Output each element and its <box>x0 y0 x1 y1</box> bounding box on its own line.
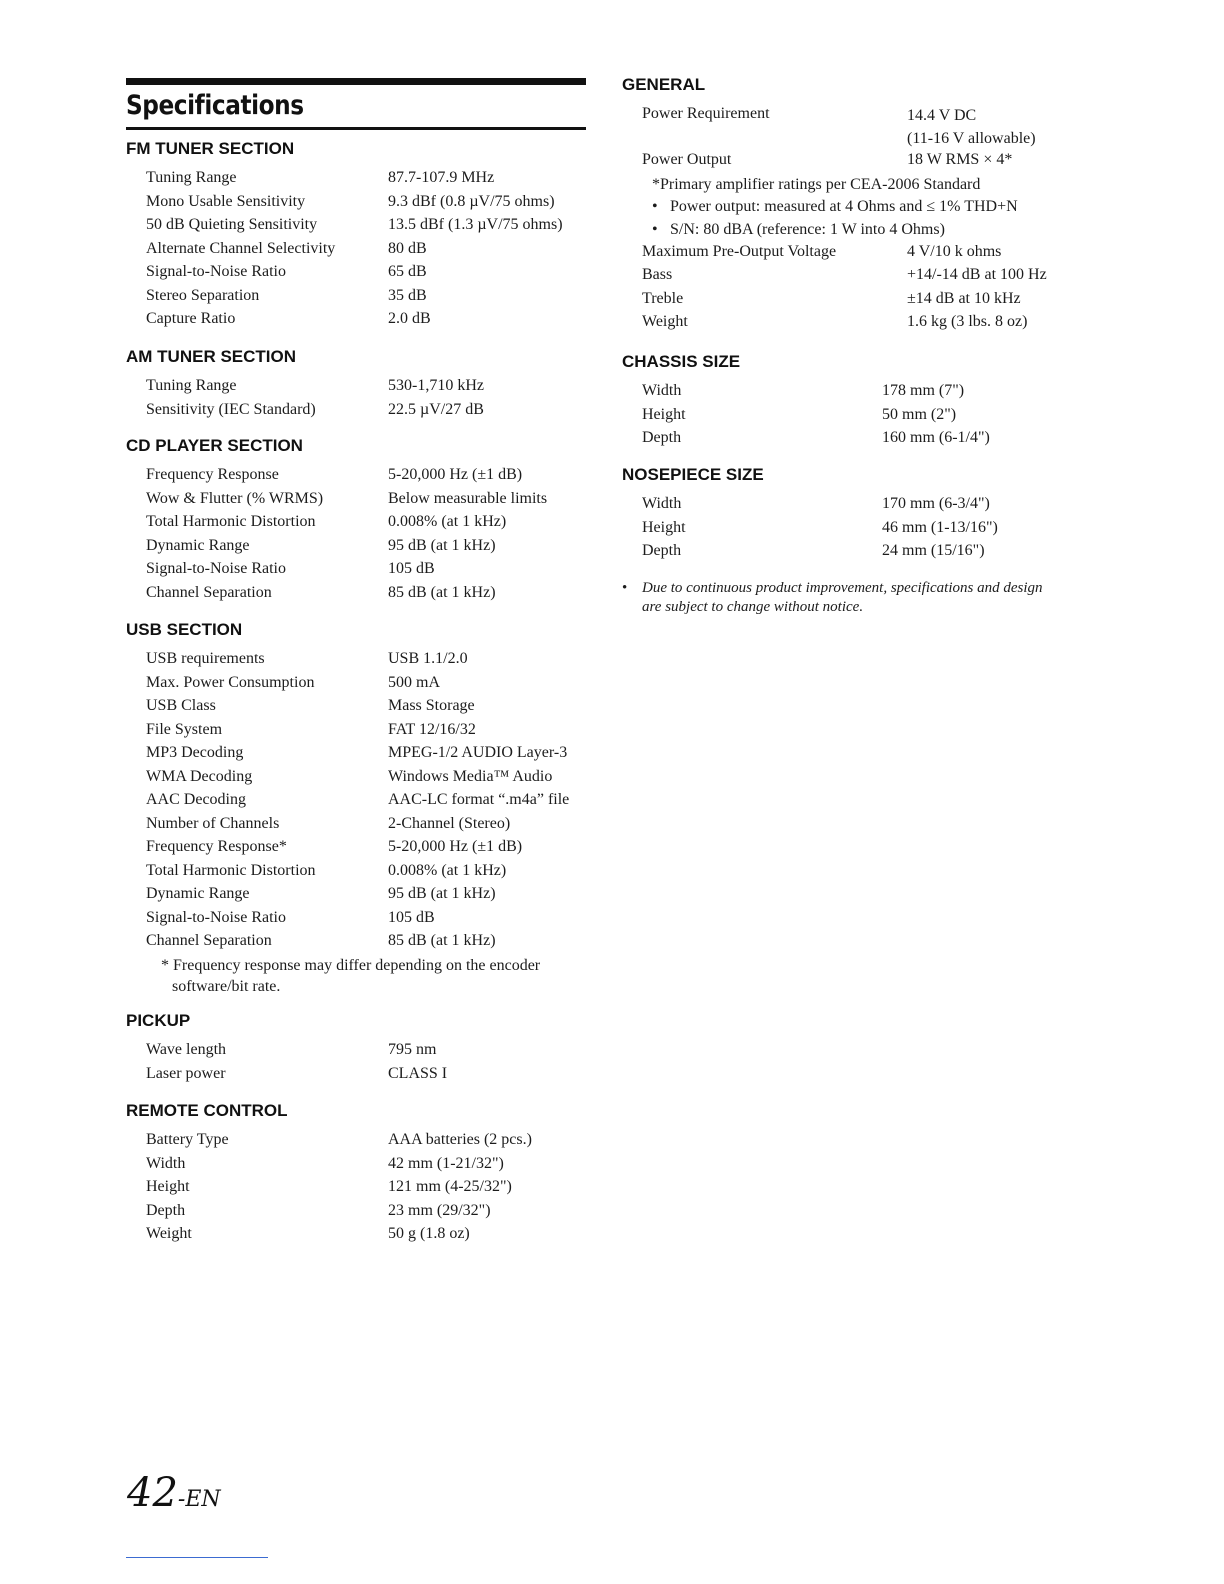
spec-row <box>146 767 591 791</box>
spec-value: 170 mm (6-3/4") <box>882 495 990 512</box>
spec-label: 50 dB Quieting Sensitivity <box>146 216 318 233</box>
spec-row <box>146 673 591 697</box>
spec-rows <box>146 649 591 955</box>
spec-row <box>146 512 591 536</box>
spec-row <box>146 908 591 932</box>
spec-value: +14/-14 dB at 100 Hz <box>907 266 1047 283</box>
page-number-suffix: -EN <box>177 1487 221 1512</box>
amplifier-rating-note: *Primary amplifier ratings per CEA-2006 Standard <box>652 175 981 193</box>
spec-label: USB requirements <box>146 650 265 667</box>
spec-label: Wave length <box>146 1041 227 1058</box>
spec-label: Power Output <box>642 151 732 168</box>
spec-row <box>146 884 591 908</box>
spec-value: Windows Media™ Audio <box>388 767 553 785</box>
spec-row <box>146 192 591 216</box>
spec-value: 23 mm (29/32") <box>388 1201 491 1219</box>
spec-row <box>146 861 591 885</box>
spec-label: Depth <box>146 1201 186 1219</box>
bullet-icon: • <box>652 197 658 215</box>
spec-row <box>642 428 1092 452</box>
spec-row <box>146 696 591 720</box>
spec-row <box>146 286 591 310</box>
section-heading: CD PLAYER SECTION <box>126 436 303 455</box>
spec-rows <box>642 104 1092 174</box>
spec-value: 4 V/10 k ohms <box>907 242 1002 260</box>
spec-row <box>146 400 591 424</box>
usb-footnote: * Frequency response may differ depending on the encoder <box>161 956 541 974</box>
spec-rows <box>146 376 591 423</box>
spec-value: 160 mm (6-1/4") <box>882 429 990 446</box>
spec-row <box>146 489 591 513</box>
bullet-item <box>652 195 1092 218</box>
spec-label: Frequency Response <box>146 466 279 483</box>
spec-row <box>146 559 591 583</box>
spec-label: Maximum Pre-Output Voltage <box>642 242 837 260</box>
spec-row <box>146 720 591 744</box>
spec-row <box>146 239 591 263</box>
spec-row <box>146 309 591 333</box>
spec-value-cont: (11-16 V allowable) <box>907 130 1036 147</box>
spec-row <box>642 150 1092 174</box>
spec-row <box>642 405 1092 429</box>
spec-label: Width <box>642 382 682 399</box>
spec-label: WMA Decoding <box>146 767 253 785</box>
spec-label: Depth <box>642 429 682 446</box>
bullet-item <box>652 218 1092 241</box>
bullet-icon: • <box>652 220 658 238</box>
spec-value: 1.6 kg (3 lbs. 8 oz) <box>907 313 1028 330</box>
spec-label: Wow & Flutter (% WRMS) <box>146 489 324 507</box>
spec-label: Total Harmonic Distortion <box>146 513 316 530</box>
title-underline <box>126 127 586 130</box>
spec-row <box>146 649 591 673</box>
spec-value: 5-20,000 Hz (±1 dB) <box>388 838 523 855</box>
bottom-rule <box>126 1557 268 1558</box>
spec-value: 795 nm <box>388 1041 437 1058</box>
spec-label: Tuning Range <box>146 169 237 186</box>
notice-line <box>622 579 1092 598</box>
spec-rows <box>642 494 1092 565</box>
spec-row <box>146 814 591 838</box>
spec-label: Laser power <box>146 1064 226 1082</box>
spec-label: Dynamic Range <box>146 536 250 554</box>
section-heading: CHASSIS SIZE <box>622 352 741 371</box>
spec-label: Number of Channels <box>146 814 280 832</box>
spec-value: 85 dB (at 1 kHz) <box>388 932 496 949</box>
usb-footnote-cont: software/bit rate. <box>172 977 281 995</box>
spec-value: 14.4 V DC <box>907 107 977 124</box>
spec-value: ±14 dB at 10 kHz <box>907 289 1021 307</box>
spec-rows <box>146 1130 591 1248</box>
spec-row <box>642 242 1092 266</box>
spec-value: 0.008% (at 1 kHz) <box>388 513 507 530</box>
spec-row <box>146 583 591 607</box>
spec-value: 46 mm (1-13/16") <box>882 518 998 536</box>
spec-label: Height <box>642 405 686 423</box>
title-block <box>126 78 586 130</box>
spec-row <box>146 262 591 286</box>
spec-label: AAC Decoding <box>146 791 246 808</box>
spec-label: Total Harmonic Distortion <box>146 861 316 879</box>
page-title: Specifications <box>126 90 304 121</box>
spec-value: 50 g (1.8 oz) <box>388 1225 470 1242</box>
spec-value: 13.5 dBf (1.3 µV/75 ohms) <box>388 216 563 233</box>
spec-row <box>642 381 1092 405</box>
spec-label: File System <box>146 720 223 738</box>
spec-label: Width <box>642 495 682 512</box>
spec-value: 85 dB (at 1 kHz) <box>388 583 496 601</box>
spec-value: 42 mm (1-21/32") <box>388 1154 504 1172</box>
notice-line-cont <box>642 598 1092 617</box>
spec-row <box>642 265 1092 289</box>
spec-label: Dynamic Range <box>146 885 250 902</box>
spec-label: Mono Usable Sensitivity <box>146 192 306 210</box>
spec-label: Power Requirement <box>642 105 770 122</box>
cd-player-section <box>126 436 591 606</box>
spec-value: 87.7-107.9 MHz <box>388 169 495 186</box>
spec-label: Weight <box>642 313 688 330</box>
bullet-icon: • <box>622 580 628 596</box>
spec-label: Signal-to-Noise Ratio <box>146 908 286 926</box>
spec-rows <box>146 168 591 333</box>
page-number <box>127 1470 221 1516</box>
bullet-text: Power output: measured at 4 Ohms and ≤ 1% THD+N <box>670 197 1018 215</box>
section-heading: USB SECTION <box>126 620 243 639</box>
spec-row <box>146 1154 591 1178</box>
spec-value: 95 dB (at 1 kHz) <box>388 885 496 902</box>
general-section <box>622 75 1092 336</box>
usb-section <box>126 620 591 997</box>
spec-value: 9.3 dBf (0.8 µV/75 ohms) <box>388 192 555 210</box>
spec-row <box>146 1064 591 1088</box>
spec-value: 178 mm (7") <box>882 382 965 399</box>
spec-label: Capture Ratio <box>146 310 236 327</box>
spec-row <box>642 312 1092 336</box>
spec-value: MPEG-1/2 AUDIO Layer-3 <box>388 744 568 761</box>
spec-row <box>146 837 591 861</box>
spec-label: Depth <box>642 542 682 559</box>
section-heading: NOSEPIECE SIZE <box>622 465 764 484</box>
spec-value: 22.5 µV/27 dB <box>388 400 484 418</box>
spec-row <box>146 790 591 814</box>
spec-label: Max. Power Consumption <box>146 673 315 691</box>
spec-label: Weight <box>146 1225 192 1242</box>
spec-label: Signal-to-Noise Ratio <box>146 560 286 577</box>
spec-row <box>146 1224 591 1248</box>
spec-row <box>642 541 1092 565</box>
spec-value: 5-20,000 Hz (±1 dB) <box>388 466 523 483</box>
pickup-section <box>126 1011 591 1087</box>
spec-row <box>146 168 591 192</box>
spec-value: 500 mA <box>388 673 440 691</box>
spec-value: 65 dB <box>388 263 427 280</box>
section-heading: GENERAL <box>622 75 706 94</box>
spec-label: Width <box>146 1154 186 1172</box>
spec-row <box>146 1130 591 1154</box>
spec-value: 121 mm (4-25/32") <box>388 1178 512 1195</box>
spec-value: 18 W RMS × 4* <box>907 151 1013 168</box>
spec-value: 95 dB (at 1 kHz) <box>388 536 496 554</box>
spec-label: Channel Separation <box>146 932 272 949</box>
spec-value: CLASS I <box>388 1064 448 1082</box>
spec-label: USB Class <box>146 697 216 714</box>
spec-label: Treble <box>642 289 684 307</box>
spec-row <box>146 1177 591 1201</box>
spec-value: 105 dB <box>388 908 435 926</box>
spec-label: Signal-to-Noise Ratio <box>146 263 286 280</box>
spec-label: Tuning Range <box>146 377 237 394</box>
spec-row <box>642 104 1092 150</box>
fm-tuner-section <box>126 139 591 333</box>
spec-value: AAA batteries (2 pcs.) <box>388 1131 532 1148</box>
spec-value: Mass Storage <box>388 697 475 714</box>
section-heading: REMOTE CONTROL <box>126 1101 288 1120</box>
spec-label: Frequency Response* <box>146 838 287 855</box>
page-number-value: 42 <box>127 1470 178 1516</box>
section-heading: FM TUNER SECTION <box>126 139 295 158</box>
section-heading: AM TUNER SECTION <box>126 347 296 366</box>
spec-rows <box>146 1040 591 1087</box>
nosepiece-size-section <box>622 465 1092 565</box>
remote-control-section <box>126 1101 591 1248</box>
spec-rows <box>642 381 1092 452</box>
spec-value: FAT 12/16/32 <box>388 720 476 738</box>
spec-row <box>146 1040 591 1064</box>
spec-label: Height <box>642 518 686 536</box>
spec-value: 530-1,710 kHz <box>388 377 484 394</box>
spec-value: 80 dB <box>388 239 427 257</box>
spec-label: Alternate Channel Selectivity <box>146 239 336 257</box>
notice-text: Due to continuous product improvement, specifications and design <box>642 580 1043 596</box>
spec-value: Below measurable limits <box>388 489 548 507</box>
spec-row <box>146 465 591 489</box>
am-tuner-section <box>126 347 591 423</box>
spec-rows <box>146 465 591 606</box>
spec-label: Sensitivity (IEC Standard) <box>146 400 316 418</box>
spec-row <box>146 1201 591 1225</box>
spec-label: Bass <box>642 266 673 283</box>
chassis-size-section <box>622 352 1092 452</box>
spec-row <box>146 743 591 767</box>
spec-value: AAC-LC format “.m4a” file <box>388 791 570 808</box>
spec-row <box>642 518 1092 542</box>
section-heading: PICKUP <box>126 1011 191 1030</box>
spec-row <box>146 215 591 239</box>
spec-label: Height <box>146 1178 190 1195</box>
spec-value: 105 dB <box>388 560 435 577</box>
spec-value: 2.0 dB <box>388 310 431 327</box>
spec-label: Battery Type <box>146 1131 229 1148</box>
spec-row <box>642 289 1092 313</box>
spec-value: 0.008% (at 1 kHz) <box>388 861 507 879</box>
spec-value: USB 1.1/2.0 <box>388 650 468 667</box>
spec-value: 24 mm (15/16") <box>882 542 985 559</box>
spec-row <box>146 376 591 400</box>
bullet-text: S/N: 80 dBA (reference: 1 W into 4 Ohms) <box>670 220 945 238</box>
spec-value: 35 dB <box>388 286 427 304</box>
spec-value: 2-Channel (Stereo) <box>388 814 511 832</box>
title-top-bar <box>126 78 586 85</box>
spec-row <box>146 536 591 560</box>
spec-label: Channel Separation <box>146 583 272 601</box>
spec-label: Stereo Separation <box>146 286 260 304</box>
spec-rows <box>642 242 1092 336</box>
notice-text: are subject to change without notice. <box>642 599 864 615</box>
spec-label: MP3 Decoding <box>146 744 244 761</box>
change-notice <box>622 579 1092 617</box>
spec-value: 50 mm (2") <box>882 405 957 423</box>
spec-row <box>146 931 591 955</box>
spec-row <box>642 494 1092 518</box>
